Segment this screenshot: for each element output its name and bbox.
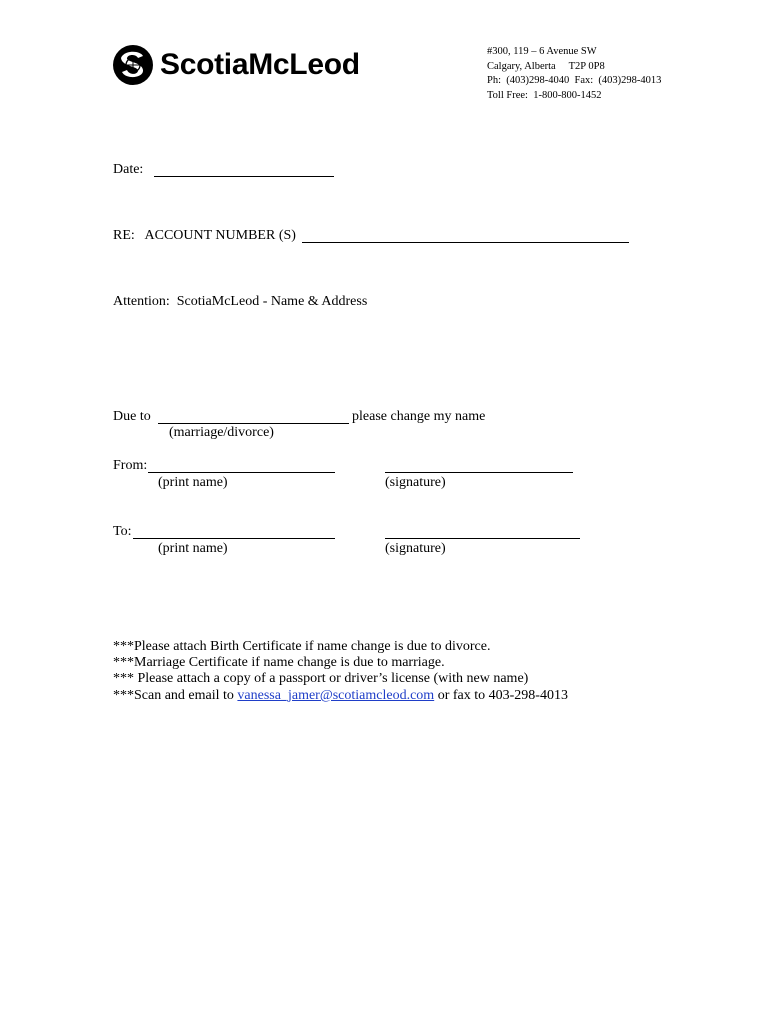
to-signature-field[interactable]	[385, 538, 580, 539]
address-line-2: Calgary, Alberta T2P 0P8	[487, 60, 605, 72]
address-block	[487, 45, 661, 103]
note-marriage-certificate: ***Marriage Certificate if name change is due to marriage.	[113, 655, 445, 670]
from-print-name-field[interactable]	[148, 472, 335, 473]
to-label: To:	[113, 524, 132, 539]
due-to-label: Due to	[113, 409, 151, 424]
date-field[interactable]	[154, 176, 334, 177]
date-row	[113, 162, 143, 178]
note-passport: *** Please attach a copy of a passport or driver’s license (with new name)	[113, 671, 529, 686]
address-line-3: Ph: (403)298-4040 Fax: (403)298-4013	[487, 75, 662, 86]
due-to-suffix: please change my name	[352, 409, 486, 424]
to-signature-caption: (signature)	[385, 541, 446, 556]
to-print-name-caption: (print name)	[158, 541, 228, 556]
from-label: From:	[113, 458, 148, 473]
scotiamcleod-logo-icon	[112, 44, 154, 86]
note-birth-certificate: ***Please attach Birth Certificate if name change is due to divorce.	[113, 639, 491, 654]
date-label: Date:	[113, 162, 144, 177]
re-label: RE: ACCOUNT NUMBER (S)	[113, 228, 296, 243]
brand-name: ScotiaMcLeod	[160, 48, 360, 81]
note-scan-suffix: or fax to 403-298-4013	[434, 688, 568, 703]
attention-line: Attention: ScotiaMcLeod - Name & Address	[113, 294, 368, 309]
from-signature-field[interactable]	[385, 472, 573, 473]
reason-field[interactable]	[158, 423, 349, 424]
note-scan-email	[113, 688, 568, 704]
account-number-field[interactable]	[302, 242, 629, 243]
to-print-name-field[interactable]	[133, 538, 335, 539]
address-line-1: #300, 119 – 6 Avenue SW	[487, 46, 597, 57]
reason-caption: (marriage/divorce)	[169, 425, 274, 440]
note-scan-prefix: ***Scan and email to	[113, 688, 238, 703]
address-line-4: Toll Free: 1-800-800-1452	[487, 89, 602, 101]
from-print-name-caption: (print name)	[158, 475, 228, 490]
from-signature-caption: (signature)	[385, 475, 446, 490]
email-link[interactable]: vanessa_jamer@scotiamcleod.com	[237, 688, 435, 703]
